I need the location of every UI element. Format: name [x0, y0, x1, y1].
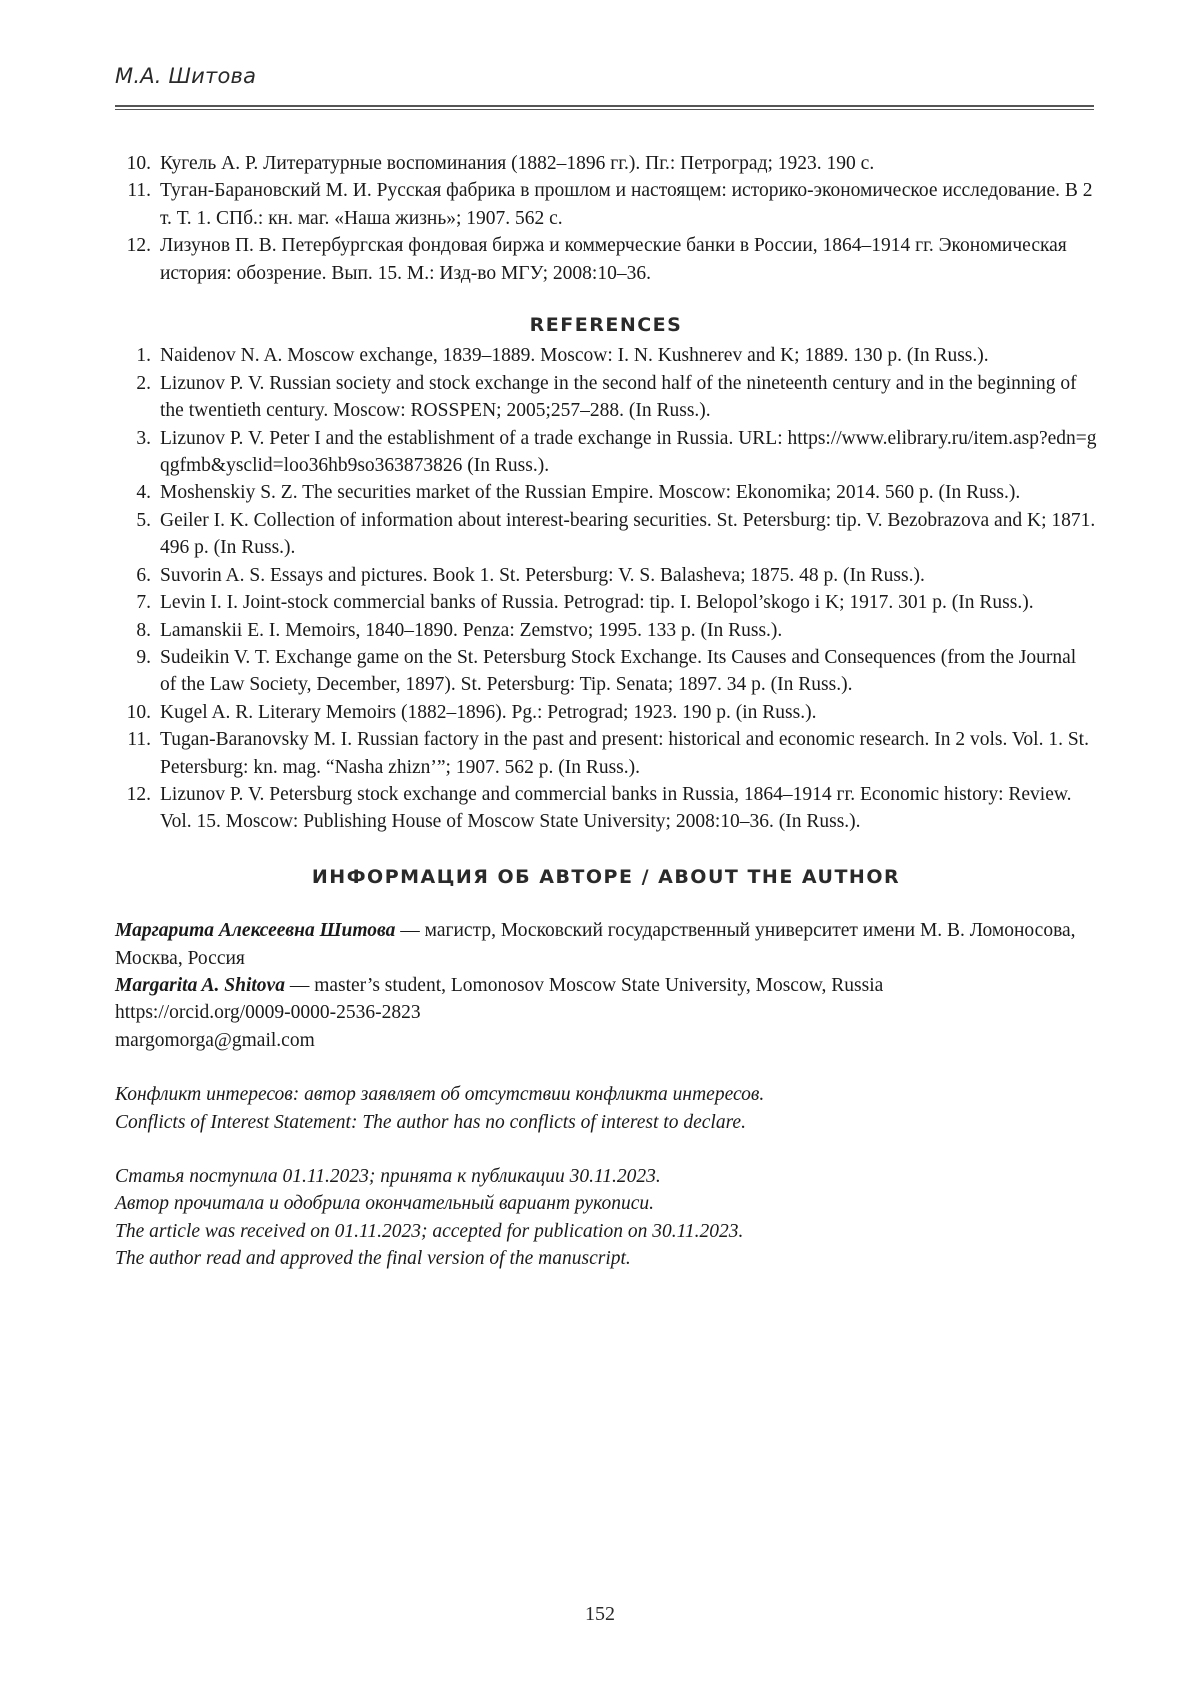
- reference-text: Kugel A. R. Literary Memoirs (1882–1896). Pg.: Petrograd; 1923. 190 p. (in Russ.).: [160, 701, 817, 723]
- reference-number: 9.: [136, 646, 151, 668]
- reference-text: Geiler I. K. Collection of information about interest-bearing securities. St. Petersburg: tip. V. Bezobrazova and K; 1871. 496 p. (In Russ.).: [160, 509, 1096, 559]
- reference-item: [115, 150, 1097, 177]
- reference-number: 10.: [126, 153, 151, 174]
- reference-text: Lizunov P. V. Petersburg stock exchange and commercial banks in Russia, 1864–1914 гг. Economic history: Review. Vol. 15. Moscow: Publishing House of Moscow State University; 2008:10–36. (In Russ.).: [160, 783, 1072, 833]
- reference-text: Moshenskiy S. Z. The securities market of the Russian Empire. Moscow: Ekonomika; 2014. 560 p. (In Russ.).: [160, 482, 1021, 504]
- header-rule: [115, 105, 1094, 110]
- reference-text: Naidenov N. A. Moscow exchange, 1839–1889. Moscow: I. N. Kushnerev and K; 1889. 130 p. (In Russ.).: [160, 345, 989, 367]
- page-content: [115, 150, 1097, 1273]
- reference-list-english: [115, 342, 1097, 835]
- reference-text: Tugan-Baranovsky M. I. Russian factory in the past and present: historical and economic research. In 2 vols. Vol. 1. St. Petersburg: kn. mag. “Nasha zhizn’”; 1907. 562 p. (In Russ.).: [160, 729, 1089, 778]
- reference-number: 11.: [127, 729, 151, 751]
- reference-item: [115, 781, 1097, 836]
- reference-item: [115, 232, 1097, 287]
- reference-number: 4.: [136, 482, 151, 504]
- references-heading: REFERENCES: [529, 314, 683, 337]
- author-line-russian: [115, 917, 1097, 972]
- reference-item: [115, 177, 1097, 232]
- reference-number: 2.: [136, 372, 151, 394]
- reference-number: 1.: [136, 345, 151, 367]
- author-line-english: [115, 972, 1097, 999]
- conflict-statement-russian: Конфликт интересов: автор заявляет об отсутствии конфликта интересов.: [115, 1084, 765, 1106]
- author-name-english: Margarita A. Shitova: [115, 974, 285, 996]
- reference-number: 12.: [126, 783, 151, 805]
- approval-note-english: The author read and approved the final version of the manuscript.: [115, 1248, 631, 1270]
- reference-text: Туган-Барановский М. И. Русская фабрика в прошлом и настоящем: историко-экономическое исследование. В 2 т. Т. 1. СПб.: кн. маг. «Наша жизнь»; 1907. 562 с.: [160, 180, 1093, 229]
- reference-number: 11.: [127, 180, 151, 202]
- reference-item: [115, 699, 1097, 726]
- reference-number: 6.: [136, 564, 151, 586]
- reference-item: [115, 479, 1097, 506]
- reference-text: Lamanskii E. I. Memoirs, 1840–1890. Penza: Zemstvo; 1995. 133 p. (In Russ.).: [160, 619, 783, 641]
- reference-text: Levin I. I. Joint-stock commercial banks of Russia. Petrograd: tip. I. Belopol’skogo i K; 1917. 301 p. (In Russ.).: [160, 592, 1034, 614]
- reference-item: [115, 562, 1097, 589]
- reference-item: [115, 589, 1097, 616]
- conflict-statement: [115, 1081, 1097, 1136]
- reference-text: Lizunov P. V. Russian society and stock exchange in the second half of the nineteenth century and in the beginning of the twentieth century. Moscow: ROSSPEN; 2005;257–288. (In Russ.).: [160, 372, 1077, 422]
- author-affiliation-russian: — магистр, Московский государственный университет имени М. В. Ломоносова, Москва, Россия: [115, 920, 1076, 969]
- reference-item: [115, 425, 1097, 480]
- article-dates: [115, 1163, 1097, 1273]
- author-email-link[interactable]: margomorga@gmail.com: [115, 1029, 315, 1051]
- reference-item: [115, 370, 1097, 425]
- reference-item: [115, 342, 1097, 369]
- received-date-english: The article was received on 01.11.2023; accepted for publication on 30.11.2023.: [115, 1220, 744, 1242]
- author-info-heading: ИНФОРМАЦИЯ ОБ АВТОРЕ / ABOUT THE AUTHOR: [311, 865, 901, 888]
- reference-item: [115, 644, 1097, 699]
- author-orcid-link[interactable]: https://orcid.org/0009-0000-2536-2823: [115, 1002, 421, 1024]
- author-affiliation-english: — master’s student, Lomonosov Moscow State University, Moscow, Russia: [284, 974, 884, 996]
- reference-list-russian: [115, 150, 1097, 287]
- author-info: [115, 917, 1097, 1054]
- page-number: 152: [585, 1603, 615, 1625]
- reference-item: [115, 726, 1097, 781]
- reference-text: Лизунов П. В. Петербургская фондовая биржа и коммерческие банки в России, 1864–1914 гг. Экономическая история: обозрение. Вып. 15. М.: Изд-во МГУ; 2008:10–36.: [160, 235, 1067, 284]
- reference-number: 8.: [136, 619, 151, 641]
- reference-number: 10.: [126, 701, 151, 723]
- received-date-russian: Статья поступила 01.11.2023; принята к публикации 30.11.2023.: [115, 1166, 661, 1187]
- reference-number: 7.: [136, 592, 151, 614]
- reference-number: 3.: [136, 427, 151, 449]
- reference-text: Suvorin A. S. Essays and pictures. Book 1. St. Petersburg: V. S. Balasheva; 1875. 48 p. (In Russ.).: [160, 564, 925, 586]
- author-name-russian: Маргарита Алексеевна Шитова: [115, 920, 396, 942]
- reference-number: 5.: [136, 509, 151, 531]
- reference-item: [115, 617, 1097, 644]
- reference-text: Кугель А. Р. Литературные воспоминания (1882–1896 гг.). Пг.: Петроград; 1923. 190 с.: [160, 153, 875, 174]
- approval-note-russian: Автор прочитала и одобрила окончательный вариант рукописи.: [115, 1193, 654, 1215]
- running-title: М.А. Шитова: [115, 64, 257, 88]
- reference-item: [115, 507, 1097, 562]
- reference-number: 12.: [126, 235, 151, 257]
- reference-text: Lizunov P. V. Peter I and the establishment of a trade exchange in Russia. URL: https://www.elibrary.ru/item.asp?edn=gqgfmb&ysclid=loo36hb9so363873826 (In Russ.).: [160, 427, 1097, 477]
- conflict-statement-english: Conflicts of Interest Statement: The author has no conflicts of interest to declare.: [115, 1111, 746, 1133]
- reference-text: Sudeikin V. T. Exchange game on the St. Petersburg Stock Exchange. Its Causes and Consequences (from the Journal of the Law Society, December, 1897). St. Petersburg: Tip. Senata; 1897. 34 p. (In Russ.).: [160, 646, 1077, 696]
